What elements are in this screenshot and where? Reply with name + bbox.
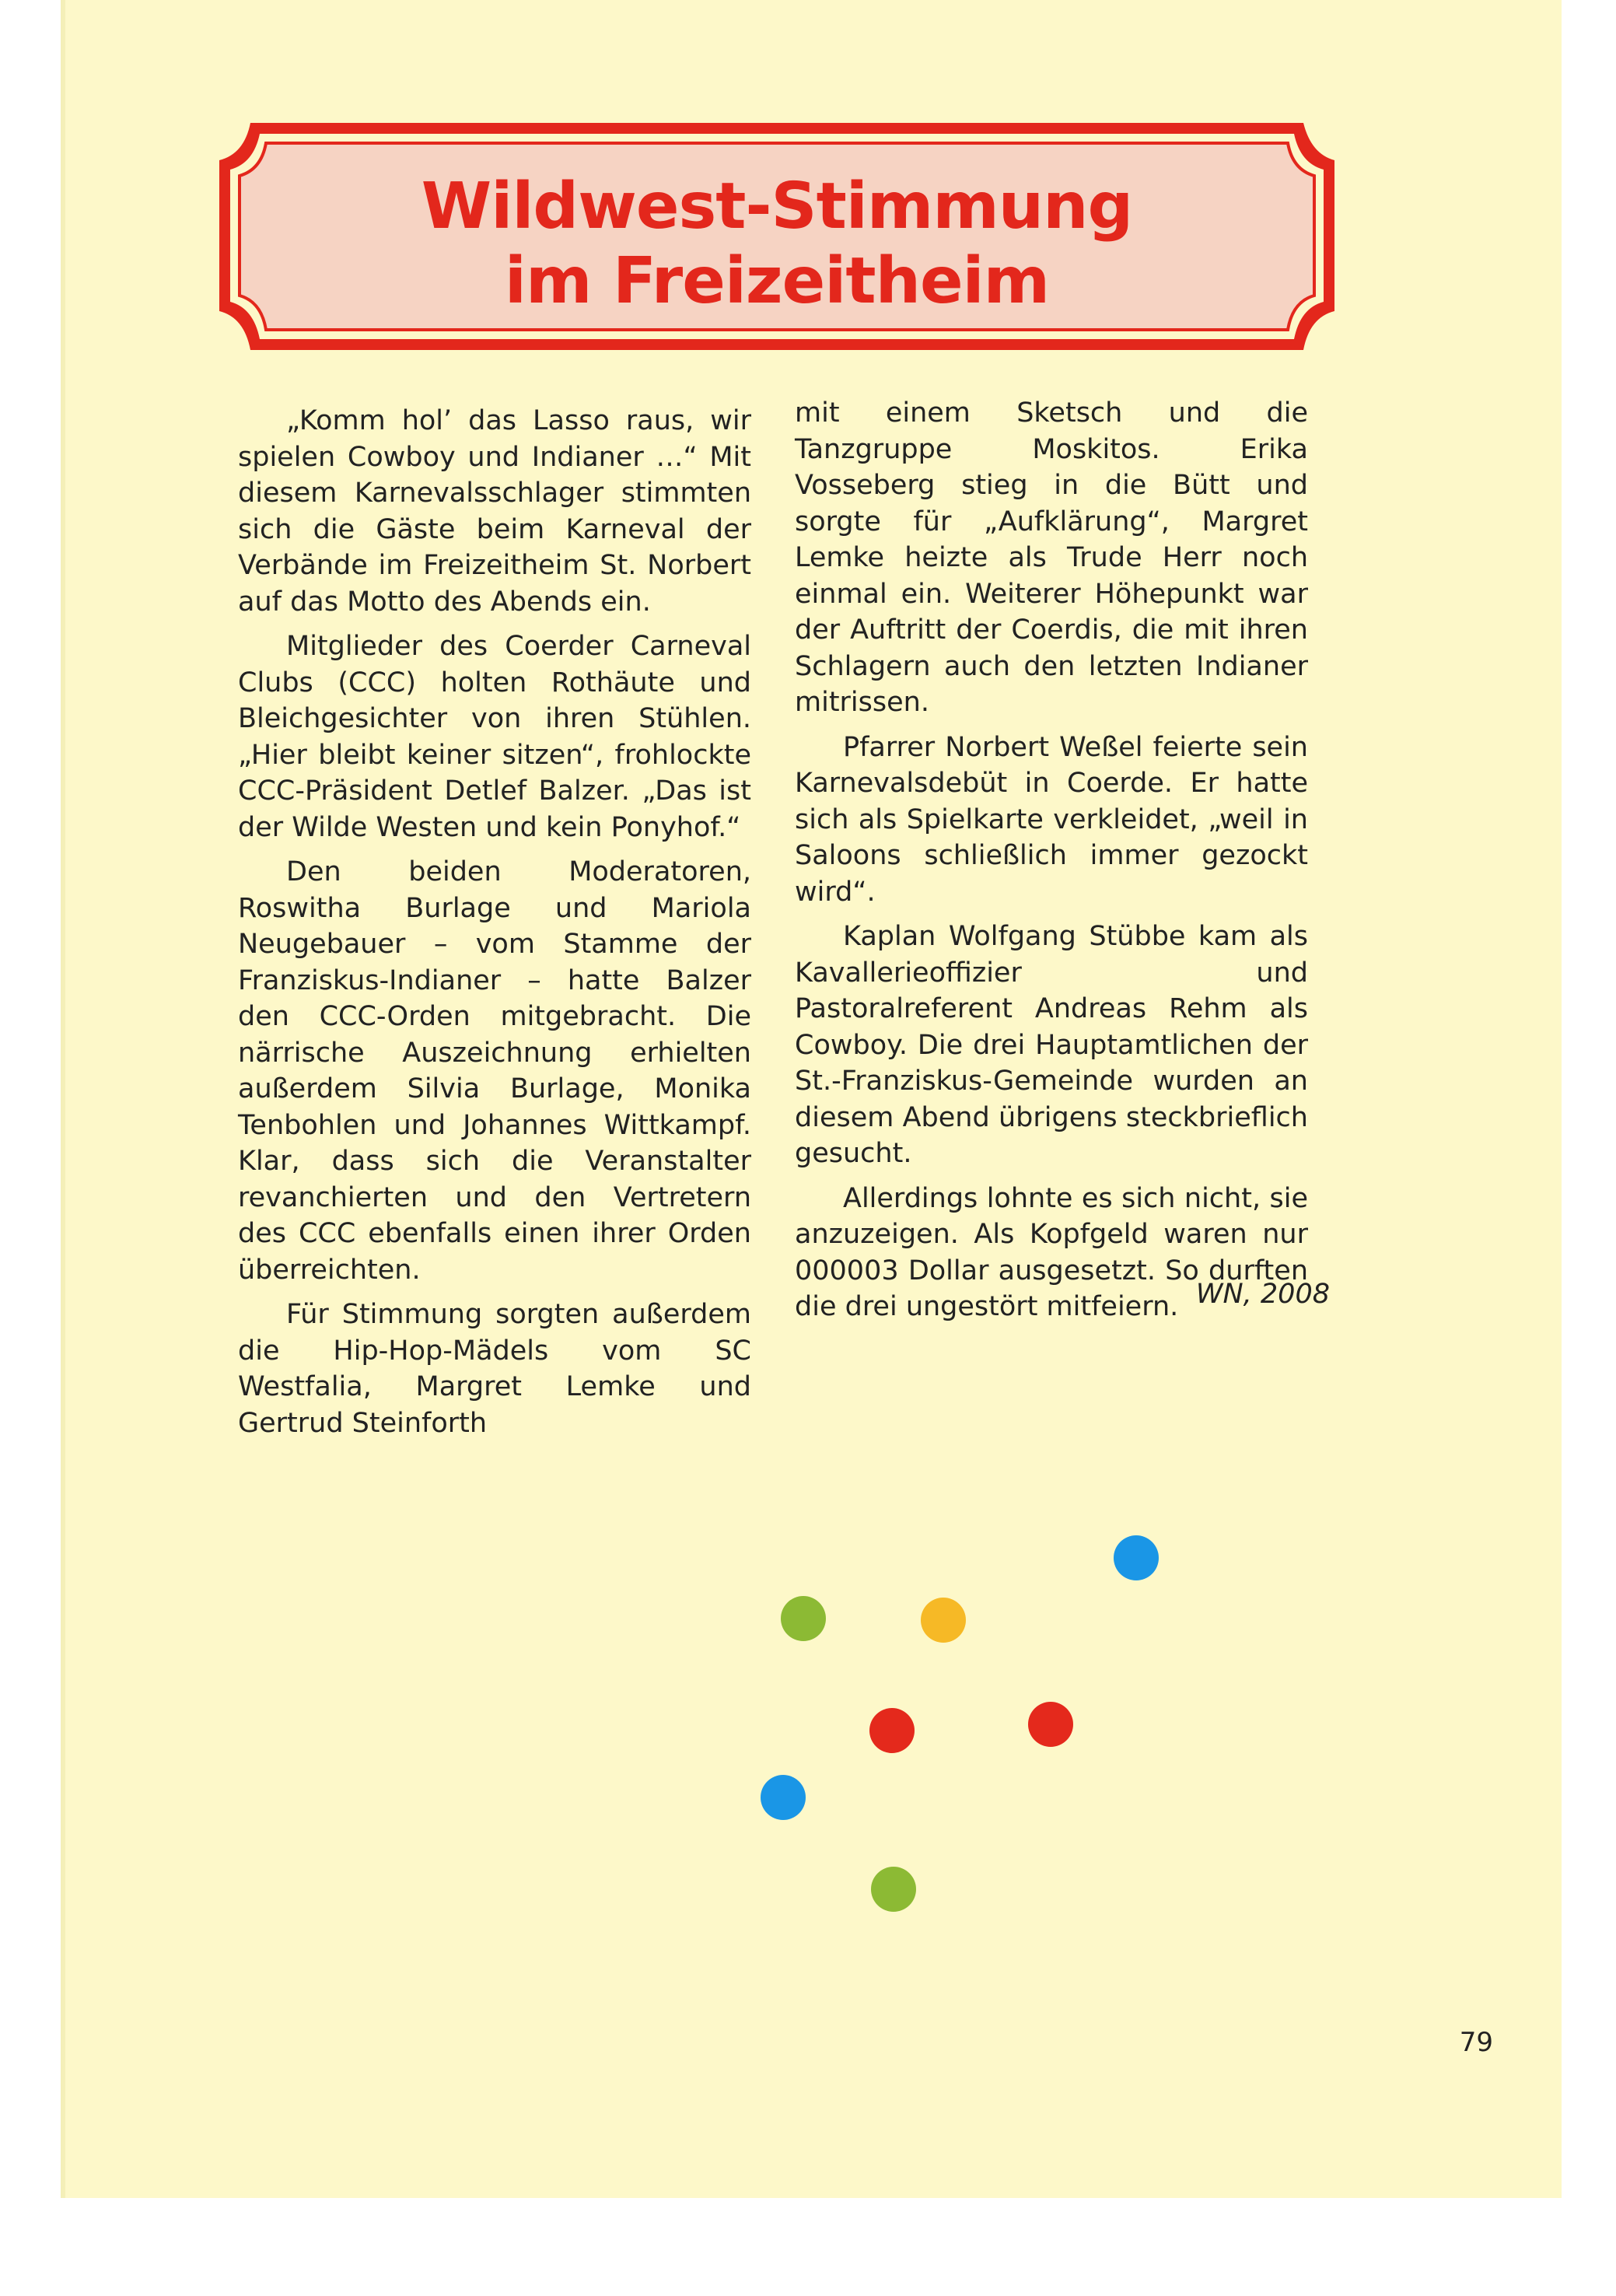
decorative-dot-yellow (921, 1598, 966, 1643)
page-number: 79 (1459, 2027, 1493, 2058)
decorative-dot-blue (761, 1775, 806, 1820)
paragraph: Den beiden Moderatoren, Roswitha Burlage und Mariola Neugebauer – vom Stamme der Franziskus-Indianer – hatte Balzer den CCC-Orden mitgebracht. Die närrische Auszeichnung erhielten außerdem Silvia Burlage, Monika Tenbohlen und Johannes Wittkampf. Klar, dass sich die Veranstalter revanchierten und den Vertretern des CCC ebenfalls einen ihrer Orden überreichten. (238, 856, 751, 1286)
paragraph: „Komm hol’ das Lasso raus, wir spielen Cowboy und Indianer …“ Mit diesem Karnevalsschlager stimmten sich die Gäste beim Karneval der Verbände im Freizeitheim St. Norbert auf das Motto des Abends ein. (238, 405, 751, 618)
text-column-right (795, 395, 1308, 1334)
text-column-left (238, 403, 751, 1450)
paragraph: Mitglieder des Coerder Carneval Clubs (CCC) holten Rothäute und Bleichgesichter von ihren Stühlen. „Hier bleibt keiner sitzen“, frohlockte CCC-Präsident Detlef Balzer. „Das ist der Wilde Westen und kein Ponyhof.“ (238, 631, 751, 843)
title-banner (215, 117, 1339, 361)
article-title (215, 170, 1339, 319)
decorative-dot-green (781, 1596, 826, 1641)
paper-edge (61, 0, 65, 2198)
decorative-dot-red (1028, 1702, 1073, 1747)
paragraph: Kaplan Wolfgang Stübbe kam als Kavallerieoffizier und Pastoralreferent Andreas Rehm als Cowboy. Die drei Hauptamtlichen der St.-Franziskus-Gemeinde wurden an diesem Abend übrigens steckbrieflich gesucht. (795, 921, 1308, 1169)
article-source: WN, 2008 (1195, 1279, 1330, 1310)
decorative-dot-blue (1114, 1535, 1159, 1580)
paragraph: Pfarrer Norbert Weßel feierte sein Karnevalsdebüt in Coerde. Er hatte sich als Spielkarte verkleidet, „weil in Saloons schließlich immer gezockt wird“. (795, 731, 1308, 908)
title-line-1: Wildwest-Stimmung (421, 170, 1133, 243)
decorative-dot-red (869, 1708, 915, 1753)
paragraph: Für Stimmung sorgten außerdem die Hip-Hop-Mädels vom SC Westfalia, Margret Lemke und Gertrud Steinforth (238, 1299, 751, 1439)
decorative-dot-green (871, 1867, 916, 1912)
title-line-2: im Freizeitheim (504, 244, 1050, 318)
paragraph: mit einem Sketsch und die Tanzgruppe Moskitos. Erika Vosseberg stieg in die Bütt und sorgte für „Aufklärung“, Margret Lemke heizte als Trude Herr noch einmal ein. Weiterer Höhepunkt war der Auftritt der Coerdis, die mit ihren Schlagern auch den letzten Indianer mitrissen. (795, 397, 1308, 718)
paragraph: Allerdings lohnte es sich nicht, sie anzuzeigen. Als Kopfgeld waren nur 000003 Dollar ausgesetzt. So durften die drei ungestört mitfeiern. (795, 1182, 1308, 1322)
